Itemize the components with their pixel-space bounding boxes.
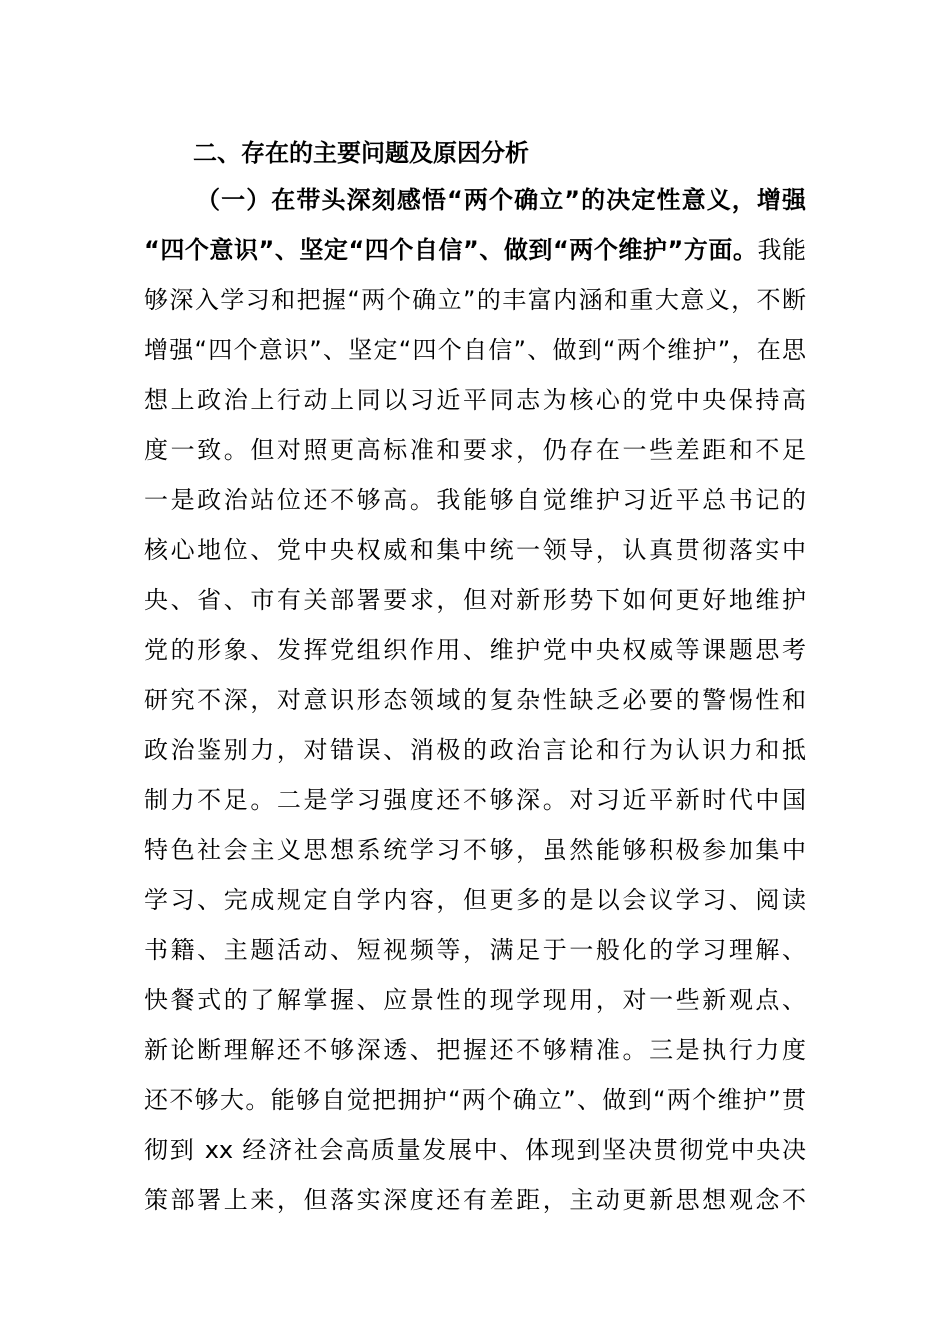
text-line	[144, 630, 806, 670]
plain-text: 制力不足。二是学习强度还不够深。对习近平新时代中国	[144, 786, 806, 814]
text-line	[144, 580, 806, 620]
plain-text: 度一致。但对照更高标准和要求，仍存在一些差距和不足	[144, 436, 806, 464]
plain-text: 研究不深，对意识形态领域的复杂性缺乏必要的警惕性和	[144, 686, 806, 714]
text-line	[144, 830, 806, 870]
bold-text: （一）在带头深刻感悟“两个确立”的决定性意义，增强	[196, 186, 806, 214]
section-heading: 二、存在的主要问题及原因分析	[193, 139, 529, 167]
plain-text: 央、省、市有关部署要求，但对新形势下如何更好地维护	[144, 586, 806, 614]
plain-text: 够深入学习和把握“两个确立”的丰富内涵和重大意义，不断	[144, 286, 806, 314]
text-line	[144, 780, 806, 820]
text-line	[196, 180, 806, 220]
text-line	[144, 1080, 806, 1120]
plain-text: 学习、完成规定自学内容，但更多的是以会议学习、阅读	[144, 886, 806, 914]
plain-text: 书籍、主题活动、短视频等，满足于一般化的学习理解、	[144, 936, 806, 964]
text-line	[144, 280, 806, 320]
text-line	[144, 1030, 806, 1070]
text-line	[144, 1130, 806, 1170]
text-line	[144, 330, 806, 370]
plain-text: 党的形象、发挥党组织作用、维护党中央权威等课题思考	[144, 636, 806, 664]
text-line	[144, 980, 806, 1020]
plain-text: 增强“四个意识”、坚定“四个自信”、做到“两个维护”，在思	[144, 336, 806, 364]
text-line	[144, 730, 806, 770]
plain-text: 特色社会主义思想系统学习不够，虽然能够积极参加集中	[144, 836, 806, 864]
plain-text: 我能	[757, 236, 807, 264]
bold-text: “四个意识”、坚定“四个自信”、做到“两个维护”方面。	[144, 236, 758, 264]
text-line	[144, 880, 806, 920]
plain-text: 快餐式的了解掌握、应景性的现学现用，对一些新观点、	[144, 986, 806, 1014]
text-line	[144, 1180, 806, 1220]
text-line	[144, 680, 806, 720]
plain-text: 想上政治上行动上同以习近平同志为核心的党中央保持高	[144, 386, 806, 414]
text-line	[144, 430, 806, 470]
plain-text: 一是政治站位还不够高。我能够自觉维护习近平总书记的	[144, 486, 806, 514]
plain-text: 新论断理解还不够深透、把握还不够精准。三是执行力度	[144, 1036, 806, 1064]
plain-text: 彻到 xx 经济社会高质量发展中、体现到坚决贯彻党中央决	[144, 1136, 806, 1164]
text-line	[144, 230, 806, 270]
text-line	[144, 930, 806, 970]
text-line	[144, 380, 806, 420]
plain-text: 策部署上来，但落实深度还有差距，主动更新思想观念不	[144, 1186, 806, 1214]
text-line	[144, 480, 806, 520]
plain-text: 政治鉴别力，对错误、消极的政治言论和行为认识力和抵	[144, 736, 806, 764]
plain-text: 还不够大。能够自觉把拥护“两个确立”、做到“两个维护”贯	[144, 1086, 806, 1114]
plain-text: 核心地位、党中央权威和集中统一领导，认真贯彻落实中	[144, 536, 806, 564]
text-line	[144, 530, 806, 570]
